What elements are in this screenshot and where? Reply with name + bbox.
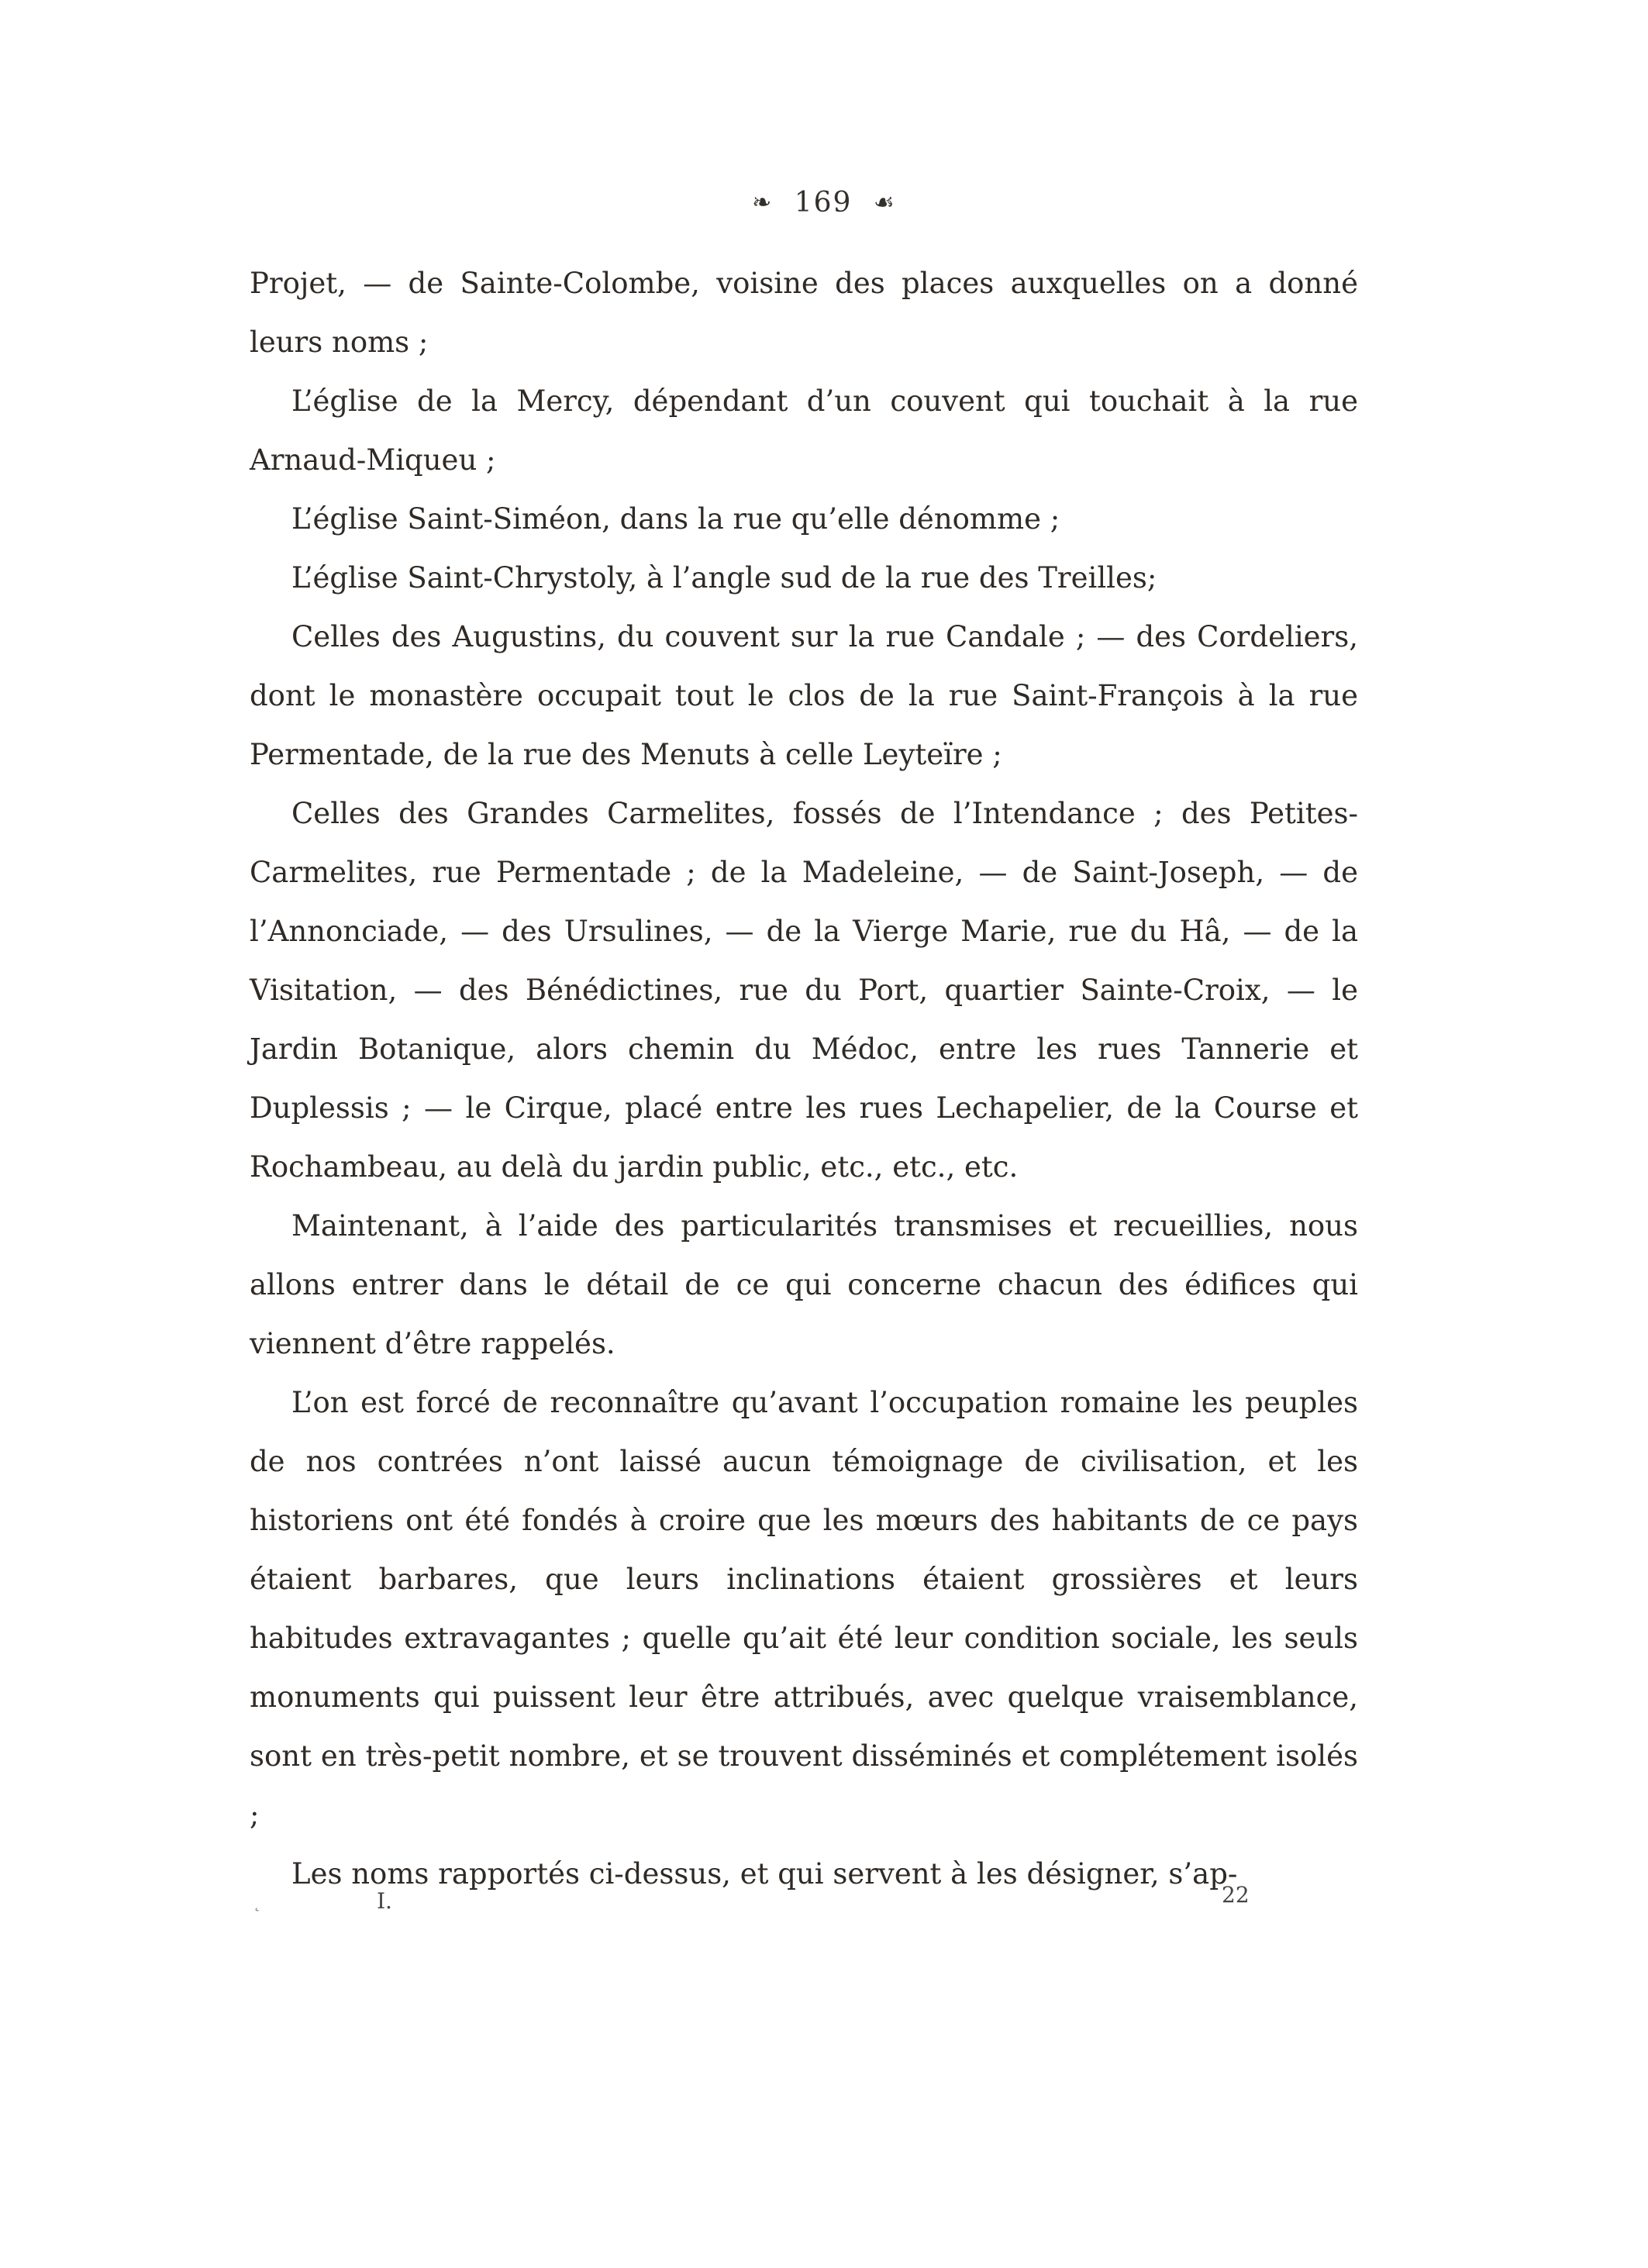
text-body — [250, 254, 1358, 1904]
paragraph: L’église Saint-Siméon, dans la rue qu’elle dénomme ; — [291, 502, 1060, 536]
paragraph: L’église de la Mercy, dépendant d’un couvent qui touchait à la rue Arnaud-Miqueu ; — [250, 384, 1358, 477]
print-mark: ˛ — [253, 1893, 261, 1912]
gathering-number: 22 — [1222, 1882, 1250, 1908]
page-footer — [0, 1882, 1648, 1919]
paragraph: Celles des Grandes Carmelites, fossés de l’Intendance ; des Petites-Carmelites, rue Permentade ; de la Madeleine, — de Saint-Joseph, — de l’Annonciade, — des Ursulines, — de la Vierge Marie, rue du Hâ, — de la Visitation, — des Bénédictines, rue du Port, quartier Sainte-Croix, — le Jardin Botanique, alors chemin du Médoc, entre les rues Tannerie et Duplessis ; — le Cirque, placé entre les rues Lechapelier, de la Course et Rochambeau, au delà du jardin public, etc., etc., etc. — [250, 797, 1358, 1184]
paragraph: Maintenant, à l’aide des particularités transmises et recueillies, nous allons entrer dans le détail de ce qui concerne chacun des édifices qui viennent d’être rappelés. — [250, 1209, 1358, 1360]
running-header — [0, 184, 1648, 219]
ornament-left-icon: ❧ — [752, 188, 774, 216]
signature-mark: I. — [377, 1888, 392, 1914]
paragraph: Projet, — de Sainte-Colombe, voisine des places auxquelles on a donné leurs noms ; — [250, 267, 1358, 359]
page-number: 169 — [794, 186, 853, 219]
paragraph: Les noms rapportés ci-dessus, et qui servent à les désigner, s’ap- — [291, 1857, 1238, 1891]
paragraph: L’on est forcé de reconnaître qu’avant l’occupation romaine les peuples de nos contrées n’ont laissé aucun témoignage de civilisation, et les historiens ont été fondés à croire que les mœurs des habitants de ce pays étaient barbares, que leurs inclinations étaient grossières et leurs habitudes extravagantes ; quelle qu’ait été leur condition sociale, les seuls monuments qui puissent leur être attribués, avec quelque vraisemblance, sont en très-petit nombre, et se trouvent disséminés et complétement isolés ; — [250, 1386, 1358, 1832]
ornament-right-icon: ☙ — [873, 188, 896, 216]
paragraph: Celles des Augustins, du couvent sur la rue Candale ; — des Cordeliers, dont le monastère occupait tout le clos de la rue Saint-François à la rue Permentade, de la rue des Menuts à celle Leyteïre ; — [250, 620, 1358, 771]
paragraph: L’église Saint-Chrystoly, à l’angle sud de la rue des Treilles; — [291, 561, 1157, 595]
